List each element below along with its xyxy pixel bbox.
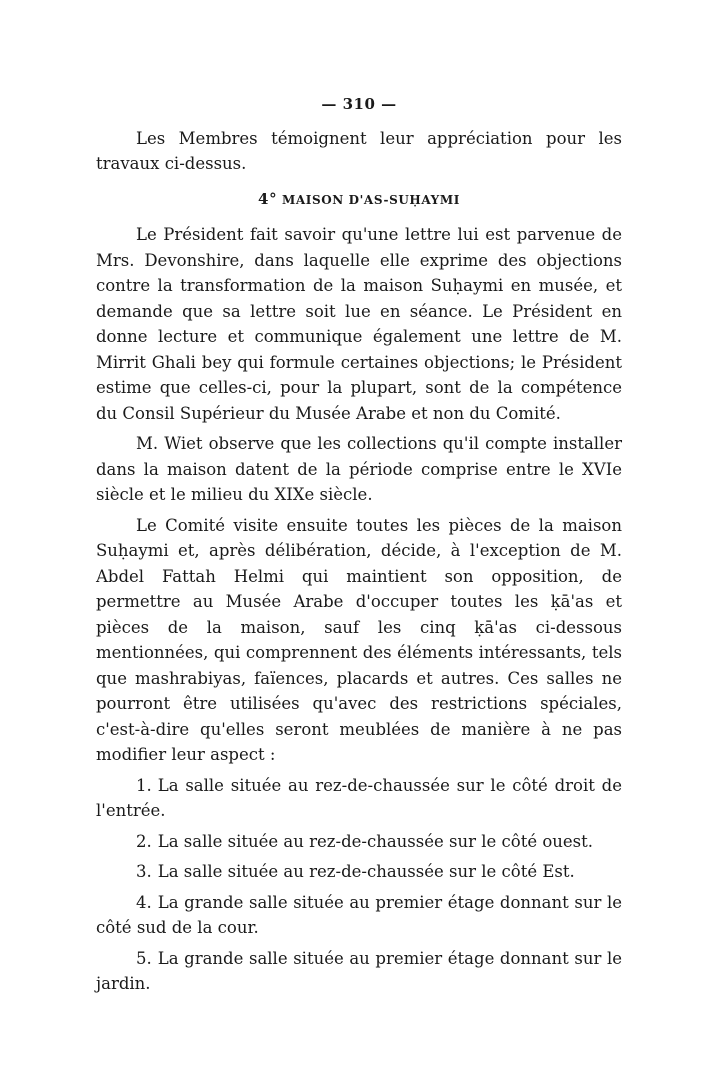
list-item-number: 2.	[136, 831, 152, 851]
page-number: — 310 —	[321, 95, 397, 113]
list-item-number: 3.	[136, 862, 152, 881]
list-item-text: La salle située au rez-de-chaussée sur le côté droit de l'entrée.	[96, 775, 622, 820]
section-title: MAISON D'AS-SUḤAYMI	[281, 192, 460, 207]
page-body	[96, 92, 622, 1002]
list-item-text: La salle située au rez-de-chaussée sur le côté ouest.	[157, 831, 594, 851]
list-item-text: La grande salle située au premier étage donnant sur le jardin.	[96, 948, 622, 993]
section-heading	[96, 187, 622, 214]
paragraph-members-appreciation: Les Membres témoignent leur appréciation pour les travaux ci-dessus.	[96, 128, 622, 173]
list-item-number: 1.	[136, 775, 152, 795]
list-item	[96, 890, 622, 941]
list-item	[96, 859, 622, 885]
list-item-number: 5.	[136, 948, 152, 968]
list-item	[96, 946, 622, 997]
list-item-text: La grande salle située au premier étage donnant sur le côté sud de la cour.	[96, 892, 622, 937]
list-item	[96, 829, 622, 855]
list-item	[96, 773, 622, 824]
section-number: 4°	[258, 189, 278, 208]
paragraph-wiet-collections: M. Wiet observe que les collections qu'il compte installer dans la maison datent de la période comprise entre le XVIe siècle et le milieu du XIXe siècle.	[96, 434, 622, 504]
paragraph-committee-visit: Le Comité visite ensuite toutes les pièces de la maison Suḥaymi et, après délibération, décide, à l'exception de M. Abdel Fattah Helmi qui maintient son opposition, de permettre au Musée Arabe d'occuper toutes les ḳā'as et pièces de la maison, sauf les cinq ḳā'as ci-dessous mentionnées, qui comprennent des éléments intéressants, tels que mashrabiyas, faïences, placards et autres. Ces salles ne pourront être utilisées qu'avec des restrictions spéciales, c'est-à-dire qu'elles seront meublées de manière à ne pas modifier leur aspect :	[96, 515, 622, 764]
list-item-number: 4.	[136, 892, 152, 912]
list-item-text: La salle située au rez-de-chaussée sur le côté Est.	[157, 862, 575, 881]
paragraph-president-letter: Le Président fait savoir qu'une lettre lui est parvenue de Mrs. Devonshire, dans laquelle elle exprime des objections contre la transformation de la maison Suḥaymi en musée, et demande que sa lettre soit lue en séance. Le Président en donne lecture et communique également une lettre de M. Mirrit Ghali bey qui formule certaines objections; le Président estime que celles-ci, pour la plupart, sont de la compétence du Consil Supérieur du Musée Arabe et non du Comité.	[96, 225, 622, 423]
